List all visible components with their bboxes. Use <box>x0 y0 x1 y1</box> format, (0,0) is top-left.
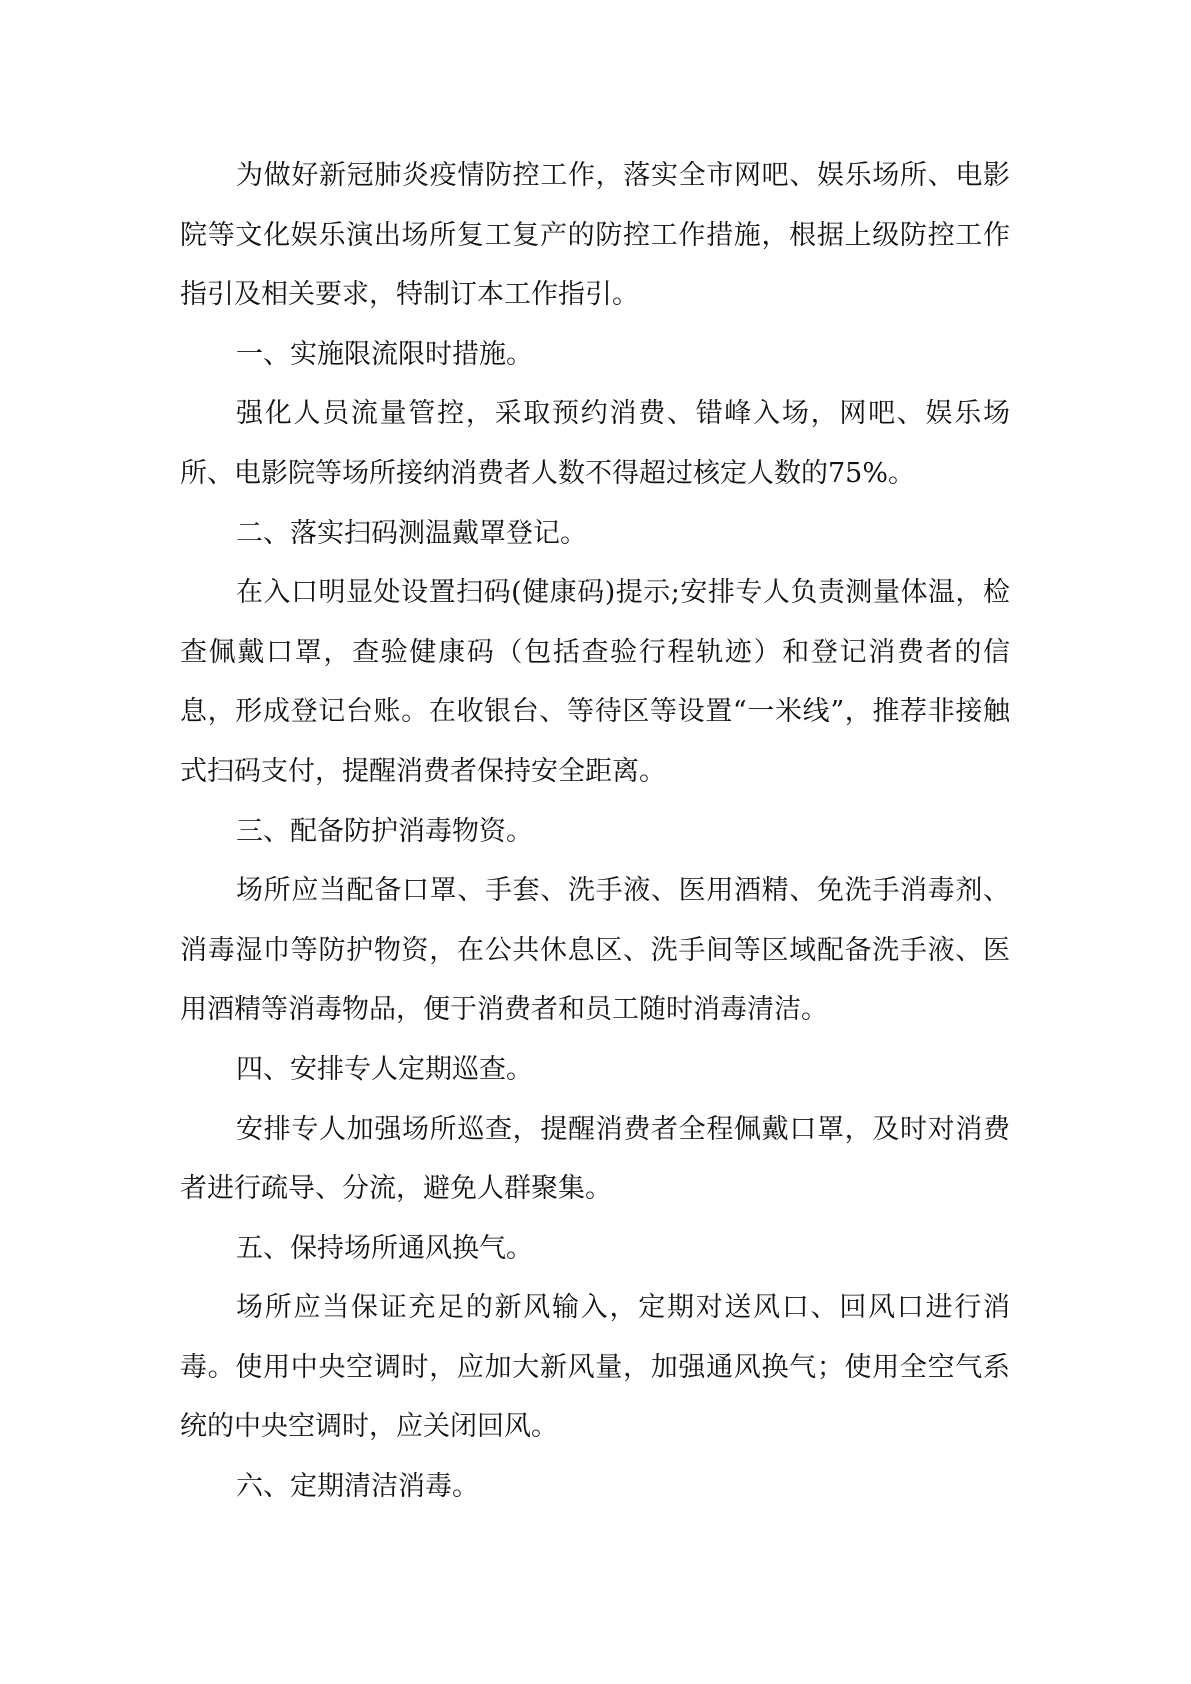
section-heading-5: 五、保持场所通风换气。 <box>236 1232 533 1264</box>
section-body-4: 安排专人加强场所巡查，提醒消费者全程佩戴口罩，及时对消费者进行疏导、分流，避免人群聚集。 <box>180 1113 1010 1205</box>
section-heading-6: 六、定期清洁消毒。 <box>236 1471 479 1503</box>
section-body-5: 场所应当保证充足的新风输入，定期对送风口、回风口进行消毒。使用中央空调时，应加大新风量，加强通风换气；使用全空气系统的中央空调时，应关闭回风。 <box>180 1292 1010 1443</box>
section-heading-1: 一、实施限流限时措施。 <box>236 338 533 370</box>
intro-paragraph: 为做好新冠肺炎疫情防控工作，落实全市网吧、娱乐场所、电影院等文化娱乐演出场所复工复产的防控工作措施，根据上级防控工作指引及相关要求，特制订本工作指引。 <box>180 160 1010 311</box>
section-body-3: 场所应当配备口罩、手套、洗手液、医用酒精、免洗手消毒剂、消毒湿巾等防护物资，在公共休息区、洗手间等区域配备洗手液、医用酒精等消毒物品，便于消费者和员工随时消毒清洁。 <box>180 875 1010 1026</box>
document-body <box>180 146 1010 1517</box>
section-heading-2: 二、落实扫码测温戴罩登记。 <box>236 517 587 549</box>
section-body-1: 强化人员流量管控，采取预约消费、错峰入场，网吧、娱乐场所、电影院等场所接纳消费者人数不得超过核定人数的75%。 <box>180 398 1010 489</box>
section-body-2: 在入口明显处设置扫码(健康码)提示;安排专人负责测量体温，检查佩戴口罩，查验健康码（包括查验行程轨迹）和登记消费者的信息，形成登记台账。在收银台、等待区等设置“一米线”，推荐非接触式扫码支付，提醒消费者保持安全距离。 <box>180 577 1010 787</box>
section-heading-3: 三、配备防护消毒物资。 <box>236 815 533 847</box>
section-heading-4: 四、安排专人定期巡查。 <box>236 1053 533 1085</box>
